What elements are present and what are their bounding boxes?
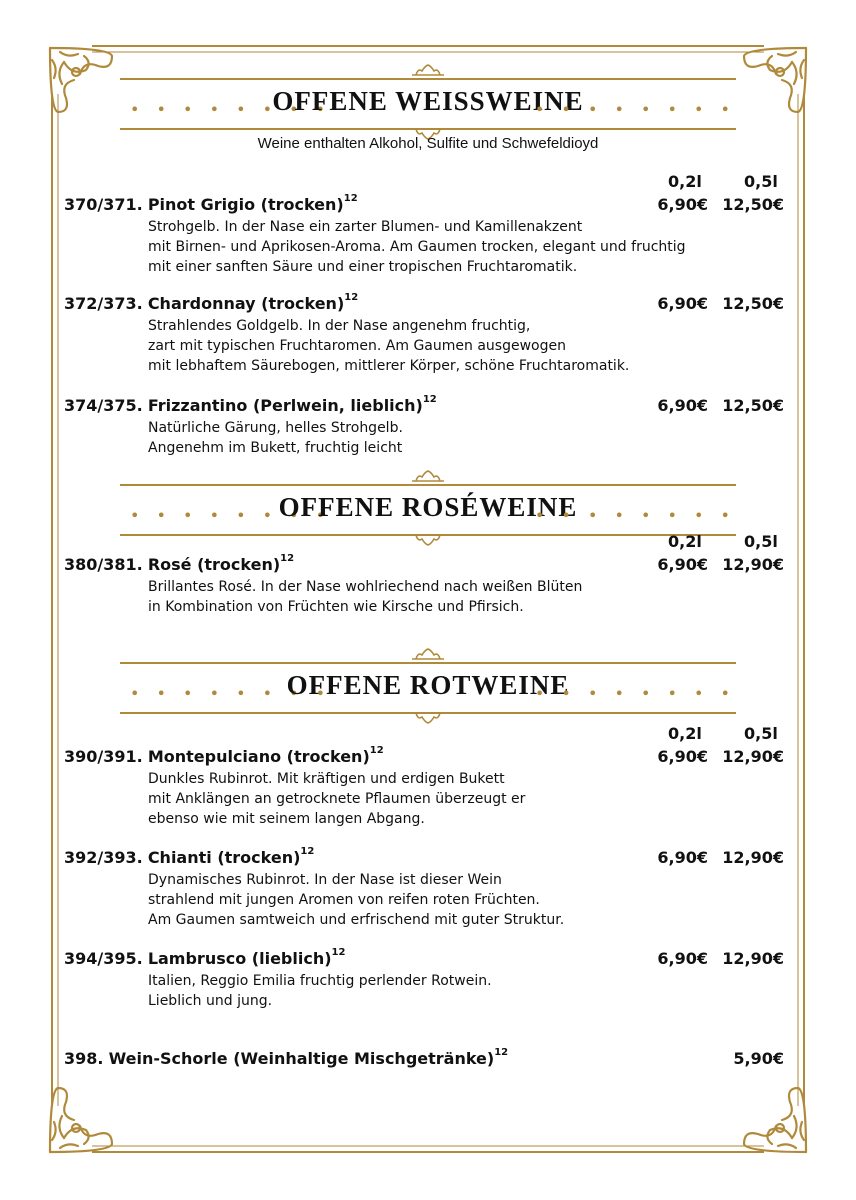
item-description: Dunkles Rubinrot. Mit kräftigen und erdigen Bukett mit Anklängen an getrocknete Pflaumen überzeugt er ebenso wie mit seinem langen Abgang. [148, 771, 526, 827]
price-small: 6,90€ [657, 195, 708, 214]
allergen-code: 12 [343, 193, 358, 204]
menu-item [64, 747, 794, 829]
dotted-ornament: • • • • • • • • [130, 506, 332, 525]
item-description: Dynamisches Rubinrot. In der Nase ist dieser Wein strahlend mit jungen Aromen von reifen roten Früchten. Am Gaumen samtweich und erfrischend mit guter Struktur. [148, 872, 565, 928]
allergen-code: 12 [331, 947, 346, 958]
menu-item [64, 555, 794, 617]
price-large: 12,90€ [722, 949, 784, 968]
allergen-code: 12 [344, 292, 359, 303]
item-description: Strohgelb. In der Nase ein zarter Blumen- und Kamillenakzent mit Birnen- und Aprikosen-Aroma. Am Gaumen trocken, elegant und fruchtig mit einer sanften Säure und einer tropischen Fruchtaromatik. [148, 219, 686, 275]
allergen-code: 12 [300, 846, 315, 857]
gold-rule [120, 78, 736, 80]
dotted-ornament: • • • • • • • • [130, 100, 332, 119]
menu-item [64, 949, 794, 1011]
item-number: 394/395. [64, 949, 143, 968]
allergen-notice: Weine enthalten Alkohol, Sulfite und Schwefeldioyd [257, 135, 599, 152]
item-name: Chianti (trocken) [147, 848, 301, 867]
menu-item [64, 294, 794, 376]
crown-ornament-icon [410, 534, 446, 546]
price-small: 6,90€ [657, 848, 708, 867]
price-large: 12,50€ [722, 396, 784, 415]
item-number: 372/373. [64, 294, 143, 313]
dotted-ornament: • • • • • • • • [534, 684, 736, 703]
item-description: Strahlendes Goldgelb. In der Nase angenehm fruchtig, zart mit typischen Fruchtaromen. Am Gaumen ausgewogen mit lebhaftem Säurebogen, mittlerer Körper, schöne Fruchtaromatik. [148, 318, 630, 374]
size-header-small: 0,2l [668, 724, 702, 743]
section-header-white [120, 64, 736, 144]
section-header-rose [120, 470, 736, 550]
size-header-large: 0,5l [744, 724, 778, 743]
item-number: 374/375. [64, 396, 143, 415]
price-small: 6,90€ [657, 949, 708, 968]
allergen-code: 12 [280, 553, 295, 564]
item-name: Wein-Schorle (Weinhaltige Mischgetränke) [108, 1049, 495, 1068]
item-name: Montepulciano (trocken) [147, 747, 370, 766]
section-title: OFFENE ROTWEINE [286, 670, 570, 700]
price-small: 6,90€ [657, 396, 708, 415]
item-name: Lambrusco (lieblich) [147, 949, 332, 968]
item-number: 390/391. [64, 747, 143, 766]
size-header-small: 0,2l [668, 172, 702, 191]
item-description: Natürliche Gärung, helles Strohgelb. Angenehm im Bukett, fruchtig leicht [148, 420, 403, 456]
menu-item [64, 396, 794, 458]
dotted-ornament: • • • • • • • • [534, 506, 736, 525]
price-large: 12,50€ [722, 195, 784, 214]
size-header-large: 0,5l [744, 532, 778, 551]
size-header-large: 0,5l [744, 172, 778, 191]
price-large: 12,90€ [722, 848, 784, 867]
menu-item-schorle [64, 1049, 794, 1071]
price: 5,90€ [733, 1049, 784, 1068]
item-number: 398. [64, 1049, 104, 1068]
section-title: OFFENE ROSÉWEINE [278, 492, 578, 522]
item-name: Pinot Grigio (trocken) [147, 195, 344, 214]
price-small: 6,90€ [657, 294, 708, 313]
menu-item [64, 195, 794, 277]
item-description: Brillantes Rosé. In der Nase wohlriechend nach weißen Blüten in Kombination von Früchten wie Kirsche und Pfirsich. [148, 579, 583, 615]
price-small: 6,90€ [657, 747, 708, 766]
dotted-ornament: • • • • • • • • [534, 100, 736, 119]
item-description: Italien, Reggio Emilia fruchtig perlender Rotwein. Lieblich und jung. [148, 973, 492, 1009]
price-large: 12,90€ [722, 555, 784, 574]
crown-ornament-icon [410, 470, 446, 482]
price-large: 12,90€ [722, 747, 784, 766]
menu-item [64, 848, 794, 930]
allergen-code: 12 [494, 1047, 509, 1058]
item-name: Frizzantino (Perlwein, lieblich) [147, 396, 423, 415]
section-header-red [120, 648, 736, 728]
dotted-ornament: • • • • • • • • [130, 684, 332, 703]
crown-ornament-icon [410, 64, 446, 76]
item-number: 380/381. [64, 555, 143, 574]
gold-rule [120, 662, 736, 664]
price-large: 12,50€ [722, 294, 784, 313]
crown-ornament-icon [410, 648, 446, 660]
allergen-code: 12 [369, 745, 384, 756]
item-number: 392/393. [64, 848, 143, 867]
price-small: 6,90€ [657, 555, 708, 574]
item-name: Chardonnay (trocken) [147, 294, 345, 313]
size-header-small: 0,2l [668, 532, 702, 551]
gold-rule [120, 484, 736, 486]
section-title: OFFENE WEISSWEINE [272, 86, 584, 116]
allergen-code: 12 [422, 394, 437, 405]
crown-ornament-icon [410, 712, 446, 724]
item-number: 370/371. [64, 195, 143, 214]
item-name: Rosé (trocken) [147, 555, 281, 574]
